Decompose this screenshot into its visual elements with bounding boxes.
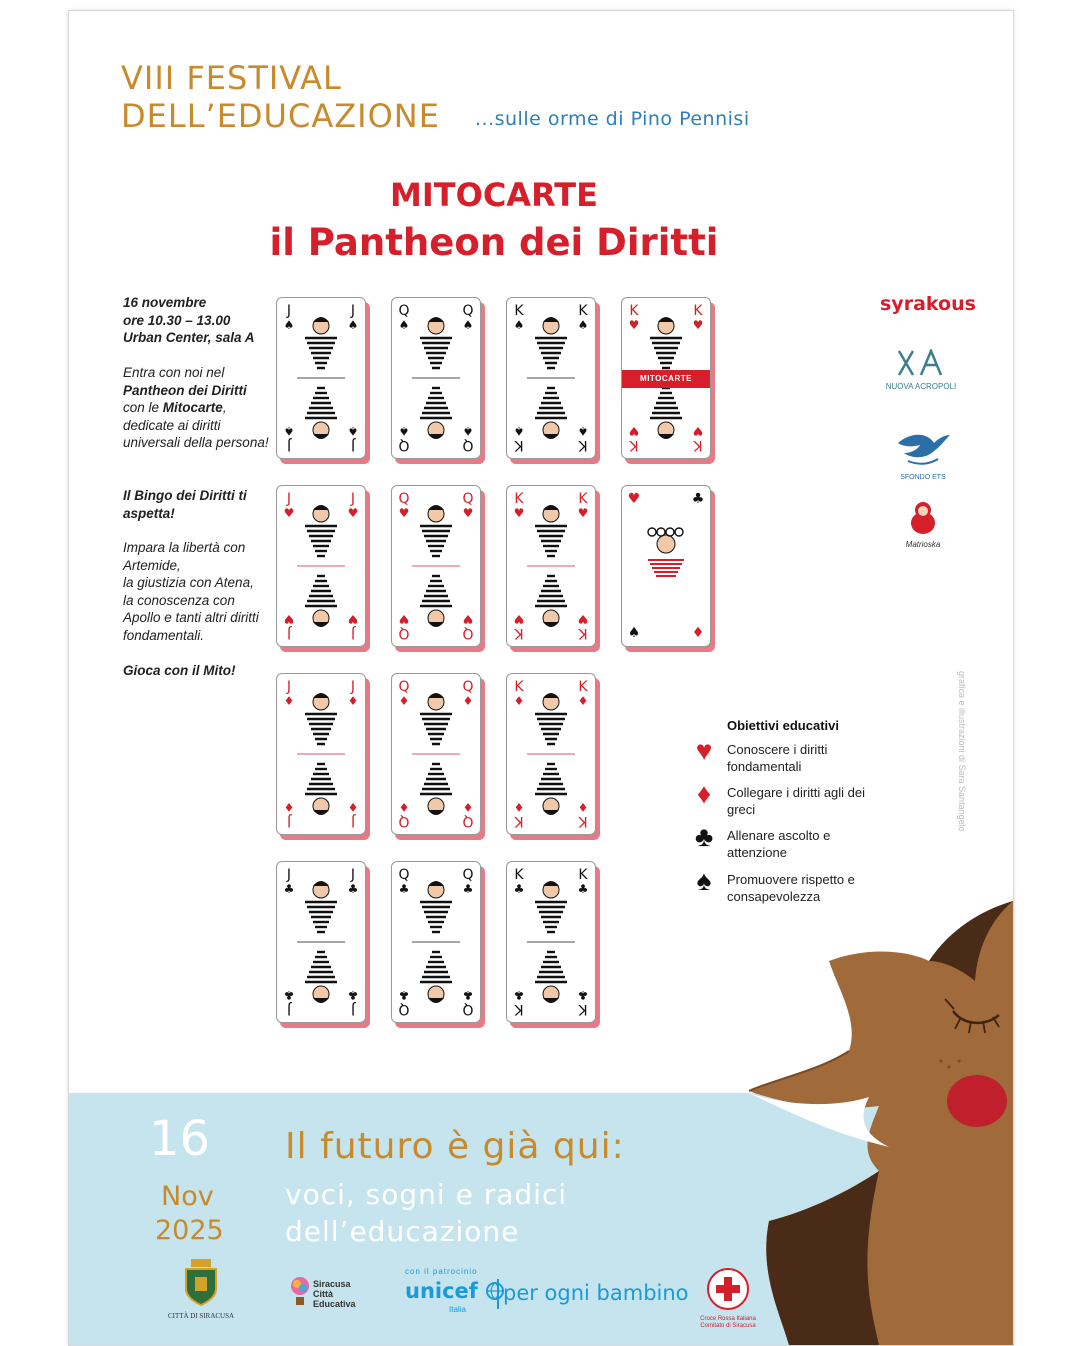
card-suit: ♦ [577, 800, 589, 814]
card-suit: ♠ [627, 625, 641, 641]
objective-text: Collegare i diritti agli dei greci [727, 785, 866, 817]
card-suit: ♠ [398, 318, 410, 332]
card-suit: ♦ [462, 694, 474, 708]
event-intro: Entra con noi nel Pantheon dei Diritti con le Mitocarte, dedicate ai diritti universali della persona! [123, 365, 269, 450]
card-index [512, 612, 526, 640]
slogan-subtitle [285, 1176, 567, 1250]
card-index [282, 988, 296, 1016]
event-date: 16 novembre [123, 295, 207, 310]
playing-card [391, 673, 481, 835]
unicef-divider [497, 1279, 499, 1309]
card-rank: K [578, 303, 588, 319]
card-rank: J [350, 491, 356, 507]
card-rank: Q [398, 437, 410, 453]
intro-mitocarte: Mitocarte [162, 400, 223, 415]
card-suit: ♥ [347, 506, 359, 520]
event-month: Nov [161, 1181, 214, 1212]
learn-line: Impara la libertà con Artemide, [123, 540, 246, 573]
card-suit: ♥ [398, 506, 410, 520]
card-suit: ♠ [577, 318, 589, 332]
card-index [282, 492, 296, 520]
citta-text: CITTÀ DI SIRACUSA [167, 1312, 235, 1320]
card-index [346, 304, 360, 332]
card-rank: J [286, 491, 292, 507]
card-figure [412, 500, 460, 632]
playing-card [391, 861, 481, 1023]
card-rank: J [286, 1001, 292, 1017]
card-index [397, 988, 411, 1016]
card-figure [527, 312, 575, 444]
club-icon: ♣ [694, 821, 714, 852]
card-index [576, 988, 590, 1016]
card-suit: ♥ [513, 612, 525, 626]
card-rank: J [286, 679, 292, 695]
card-suit: ♣ [347, 882, 359, 896]
card-suit: ♠ [513, 318, 525, 332]
playing-card [391, 485, 481, 647]
card-suit: ♥ [283, 506, 295, 520]
play-text: Gioca con il Mito! [123, 663, 236, 678]
card-figure [642, 500, 690, 632]
card-index [282, 424, 296, 452]
card-rank: Q [462, 813, 474, 829]
card-index [627, 424, 641, 452]
card-index [691, 304, 705, 332]
card-index [282, 612, 296, 640]
card-index [282, 800, 296, 828]
card-suit: ♠ [577, 424, 589, 438]
card-index [397, 492, 411, 520]
festival-subtitle: ...sulle orme di Pino Pennisi [475, 108, 750, 130]
card-rank: Q [398, 491, 410, 507]
event-day: 16 [149, 1111, 211, 1167]
intro-text: Entra con noi nel [123, 365, 225, 380]
card-rank: Q [398, 867, 410, 883]
card-suit: ♥ [577, 506, 589, 520]
card-suit: ♠ [283, 318, 295, 332]
card-suit: ♠ [347, 424, 359, 438]
playing-card [506, 297, 596, 459]
card-rank: K [514, 625, 524, 641]
card-rank: K [514, 679, 524, 695]
card-rank: Q [462, 1001, 474, 1017]
card-rank: K [514, 303, 524, 319]
syrakous-logo: syrakous [880, 293, 976, 315]
card-rank: K [578, 625, 588, 641]
poster [68, 10, 1014, 1346]
card-figure [297, 876, 345, 1008]
card-suit: ♥ [398, 612, 410, 626]
cri-line: Comitato di Siracusa [700, 1323, 756, 1329]
card-rank: J [286, 625, 292, 641]
card-suit: ♦ [577, 694, 589, 708]
card-suit: ♥ [628, 424, 640, 438]
card-suit: ♦ [691, 625, 705, 641]
card-index [346, 988, 360, 1016]
card-rank: Q [398, 303, 410, 319]
card-suit: ♣ [398, 882, 410, 896]
card-index [576, 424, 590, 452]
card-suit: ♣ [347, 988, 359, 1002]
card-rank: Q [398, 679, 410, 695]
card-index [282, 680, 296, 708]
card-suit: ♠ [462, 318, 474, 332]
card-rank: Q [398, 813, 410, 829]
matrioska-text: Matrioska [905, 540, 941, 549]
balloon-icon [289, 1275, 311, 1309]
croce-rossa-logo [693, 1267, 763, 1330]
card-index [512, 424, 526, 452]
card-index [397, 868, 411, 896]
diamond-icon: ♦ [696, 778, 712, 809]
card-suit: ♥ [513, 506, 525, 520]
card-index [461, 492, 475, 520]
playing-card [506, 485, 596, 647]
card-index [512, 680, 526, 708]
card-index [346, 800, 360, 828]
card-suit: ♦ [398, 800, 410, 814]
bird-icon [894, 425, 952, 469]
card-index [397, 424, 411, 452]
playing-card [621, 297, 711, 459]
patrocinio-text: con il patrocinio [405, 1267, 478, 1276]
playing-card [506, 673, 596, 835]
card-index [397, 800, 411, 828]
card-rank: J [350, 437, 356, 453]
sce-line: Educativa [313, 1299, 356, 1309]
card-index [346, 868, 360, 896]
card-suit: ♥ [692, 318, 704, 332]
festival-title-line1: VIII FESTIVAL [121, 59, 342, 97]
card-rank: J [286, 813, 292, 829]
intro-text: con le [123, 400, 160, 415]
card-suit: ♠ [398, 424, 410, 438]
card-rank: Q [462, 303, 474, 319]
card-rank: Q [462, 491, 474, 507]
card-suit: ♥ [462, 612, 474, 626]
playing-card [506, 861, 596, 1023]
matrioska-logo [895, 501, 951, 549]
card-index [282, 304, 296, 332]
card-suit: ♣ [513, 882, 525, 896]
learn-line: la giustizia con Atena, [123, 575, 254, 590]
sce-line: Siracusa [313, 1279, 351, 1289]
card-index [346, 492, 360, 520]
card-index [397, 680, 411, 708]
sce-line: Città [313, 1289, 333, 1299]
heart-icon: ♥ [695, 735, 713, 766]
card-index [282, 868, 296, 896]
card-rank: J [286, 303, 292, 319]
card-rank: K [578, 867, 588, 883]
learn-line: la conoscenza con Apollo e tanti altri diritti fondamentali. [123, 592, 259, 643]
card-index [512, 868, 526, 896]
card-rank: K [578, 437, 588, 453]
event-year: 2025 [155, 1215, 224, 1246]
event-title: MITOCARTE [390, 176, 598, 214]
card-suit: ♣ [691, 491, 705, 507]
card-index [576, 612, 590, 640]
card-suit: ♥ [627, 491, 641, 507]
card-index [512, 304, 526, 332]
sfondo-ets-logo [891, 425, 955, 481]
card-suit: ♠ [283, 424, 295, 438]
card-suit: ♦ [462, 800, 474, 814]
card-suit: ♠ [462, 424, 474, 438]
learn-text [123, 539, 273, 644]
card-suit: ♦ [283, 694, 295, 708]
card-suit: ♣ [462, 988, 474, 1002]
slogan-line: voci, sogni e radici [285, 1178, 568, 1211]
card-figure [412, 312, 460, 444]
cri-text [693, 1316, 763, 1330]
card-suit: ♠ [347, 318, 359, 332]
card-suit: ♥ [692, 424, 704, 438]
unicef-text: unicef [405, 1279, 478, 1303]
card-index [461, 680, 475, 708]
card-index [576, 304, 590, 332]
card-rank: J [350, 813, 356, 829]
playing-card [621, 485, 711, 647]
event-subtitle: il Pantheon dei Diritti [269, 221, 719, 264]
cri-line: Croce Rossa Italiana [700, 1316, 756, 1322]
card-figure [297, 500, 345, 632]
card-figure [297, 312, 345, 444]
card-suit: ♣ [283, 882, 295, 896]
card-rank: J [350, 867, 356, 883]
card-suit: ♦ [283, 800, 295, 814]
festival-title-line2: DELL’EDUCAZIONE [121, 97, 440, 135]
card-suit: ♥ [577, 612, 589, 626]
card-rank: K [514, 437, 524, 453]
card-rank: K [629, 303, 639, 319]
card-suit: ♣ [283, 988, 295, 1002]
card-rank: K [578, 813, 588, 829]
card-index [346, 680, 360, 708]
card-suit: ♣ [398, 988, 410, 1002]
matrioska-doll-icon [908, 501, 938, 535]
card-index [346, 612, 360, 640]
card-index [461, 304, 475, 332]
card-index [576, 800, 590, 828]
card-suit: ♦ [398, 694, 410, 708]
card-rank: J [350, 679, 356, 695]
card-title-band: MITOCARTE [622, 370, 710, 388]
card-rank: K [629, 437, 639, 453]
card-rank: J [286, 437, 292, 453]
playing-card [276, 297, 366, 459]
card-rank: Q [462, 679, 474, 695]
card-index [397, 612, 411, 640]
card-suit: ♣ [462, 882, 474, 896]
card-index [346, 424, 360, 452]
card-index [576, 492, 590, 520]
event-details [123, 294, 273, 347]
card-index [627, 304, 641, 332]
acropoli-text: NUOVA ACROPOLI [885, 382, 957, 391]
slogan-title: Il futuro è già qui: [285, 1126, 625, 1167]
card-rank: Q [398, 1001, 410, 1017]
event-place: Urban Center, sala A [123, 330, 255, 345]
card-index [512, 492, 526, 520]
card-index [691, 424, 705, 452]
card-suit: ♥ [347, 612, 359, 626]
card-rank: K [514, 867, 524, 883]
card-rank: K [578, 491, 588, 507]
card-index [461, 800, 475, 828]
card-rank: K [693, 437, 703, 453]
objectives-title: Obiettivi educativi [727, 718, 839, 733]
card-rank: K [578, 1001, 588, 1017]
card-suit: ♦ [513, 800, 525, 814]
speech-bubble-tail [749, 1067, 889, 1147]
unicef-logo [405, 1279, 505, 1303]
card-rank: K [578, 679, 588, 695]
objective-text: Promuovere rispetto e consapevolezza [727, 872, 855, 904]
card-rank: K [693, 303, 703, 319]
card-rank: K [514, 813, 524, 829]
card-suit: ♦ [347, 694, 359, 708]
card-index [512, 988, 526, 1016]
objective-text: Conoscere i diritti fondamentali [727, 742, 828, 774]
card-index [576, 868, 590, 896]
citta-siracusa-logo [165, 1257, 237, 1320]
sce-text [313, 1279, 356, 1309]
card-rank: Q [398, 625, 410, 641]
slogan-line: dell’educazione [285, 1215, 520, 1248]
card-figure [527, 688, 575, 820]
intro-text: dedicate ai diritti universali della persona! [123, 417, 269, 450]
playing-card [276, 861, 366, 1023]
card-suit: ♥ [462, 506, 474, 520]
card-rank: J [350, 1001, 356, 1017]
playing-card [276, 673, 366, 835]
unicef-slogan: per ogni bambino [503, 1281, 689, 1305]
sfondo-text: SFONDO ETS [900, 474, 946, 481]
card-index [576, 680, 590, 708]
event-time: ore 10.30 – 13.00 [123, 312, 231, 328]
card-suit: ♦ [347, 800, 359, 814]
card-rank: J [350, 625, 356, 641]
nuova-acropoli-logo [881, 349, 961, 391]
playing-card [276, 485, 366, 647]
card-rank: J [350, 303, 356, 319]
card-figure [527, 500, 575, 632]
card-index [461, 868, 475, 896]
card-suit: ♠ [513, 424, 525, 438]
card-figure [527, 876, 575, 1008]
card-suit: ♣ [577, 882, 589, 896]
illustration-credit: grafica e illustrazioni di Sara Santangelo [957, 671, 967, 832]
card-suit: ♥ [283, 612, 295, 626]
card-index [397, 304, 411, 332]
card-rank: J [286, 867, 292, 883]
card-suit: ♣ [513, 988, 525, 1002]
card-suit: ♦ [513, 694, 525, 708]
playing-card [391, 297, 481, 459]
card-index [461, 988, 475, 1016]
city-crest-icon [181, 1257, 221, 1307]
objective-text: Allenare ascolto e attenzione [727, 828, 831, 860]
card-index [512, 800, 526, 828]
card-figure [412, 876, 460, 1008]
card-rank: K [514, 1001, 524, 1017]
red-cross-icon [706, 1267, 750, 1311]
card-rank: Q [462, 437, 474, 453]
card-rank: K [514, 491, 524, 507]
acropoli-icon [891, 349, 951, 377]
card-figure [412, 688, 460, 820]
card-rank: Q [462, 867, 474, 883]
card-index [461, 424, 475, 452]
unicef-country: Italia [449, 1305, 466, 1314]
intro-pantheon: Pantheon dei Diritti [123, 382, 247, 398]
spade-icon: ♠ [696, 865, 712, 896]
card-index [461, 612, 475, 640]
card-suit: ♣ [577, 988, 589, 1002]
bingo-text: Il Bingo dei Diritti ti aspetta! [123, 488, 247, 521]
card-figure [297, 688, 345, 820]
card-rank: Q [462, 625, 474, 641]
card-suit: ♥ [628, 318, 640, 332]
